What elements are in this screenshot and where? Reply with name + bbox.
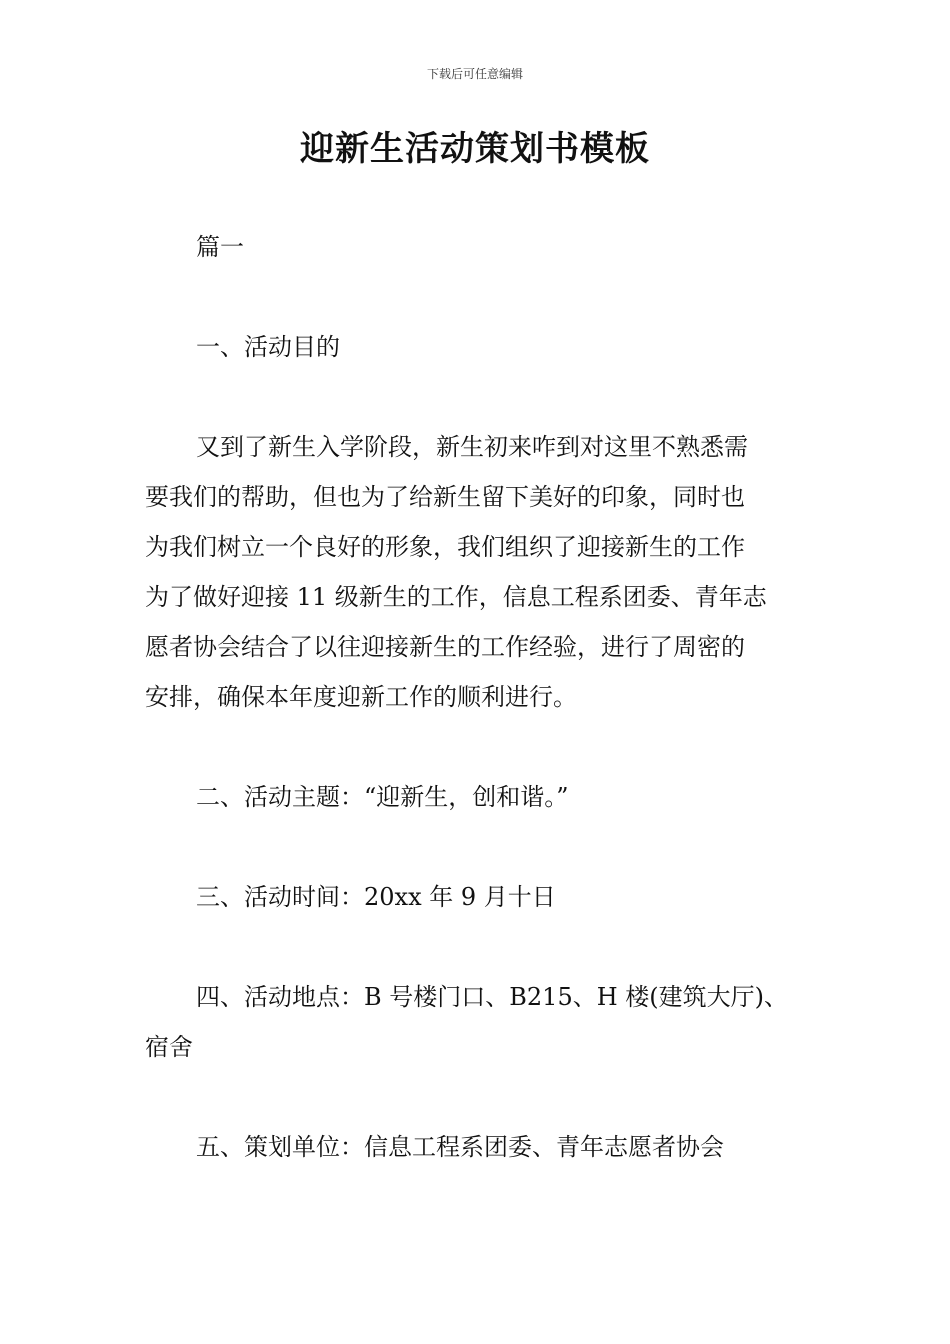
location-line: 宿舍: [145, 1033, 193, 1061]
purpose-line: 愿者协会结合了以往迎接新生的工作经验，进行了周密的: [145, 633, 745, 661]
purpose-line: 安排，确保本年度迎新工作的顺利进行。: [145, 683, 577, 711]
purpose-heading-text: 一、活动目的: [196, 333, 340, 361]
organizer-item: [145, 1122, 810, 1172]
theme-item: [145, 772, 810, 822]
organizer-text: 五、策划单位：信息工程系团委、青年志愿者协会: [196, 1133, 724, 1161]
purpose-line: 又到了新生入学阶段，新生初来咋到对这里不熟悉需: [196, 433, 748, 461]
document-title: 迎新生活动策划书模板: [300, 129, 650, 169]
section-label: [145, 222, 810, 272]
location-line: 四、活动地点：B 号楼门口、B215、H 楼(建筑大厅)、: [196, 983, 788, 1011]
purpose-line: 为我们树立一个良好的形象，我们组织了迎接新生的工作: [145, 533, 745, 561]
location-item: [145, 972, 810, 1072]
purpose-paragraph: [145, 422, 810, 722]
time-text: 三、活动时间：20xx 年 9 月十日: [196, 883, 556, 911]
purpose-heading: [145, 322, 810, 372]
theme-text: 二、活动主题：“迎新生，创和谐。”: [196, 783, 569, 811]
purpose-line: 要我们的帮助，但也为了给新生留下美好的印象，同时也: [145, 483, 745, 511]
section-label-text: 篇一: [196, 233, 244, 261]
time-item: [145, 872, 810, 922]
purpose-line: 为了做好迎接 11 级新生的工作，信息工程系团委、青年志: [145, 583, 767, 611]
header-note: 下载后可任意编辑: [426, 67, 523, 81]
